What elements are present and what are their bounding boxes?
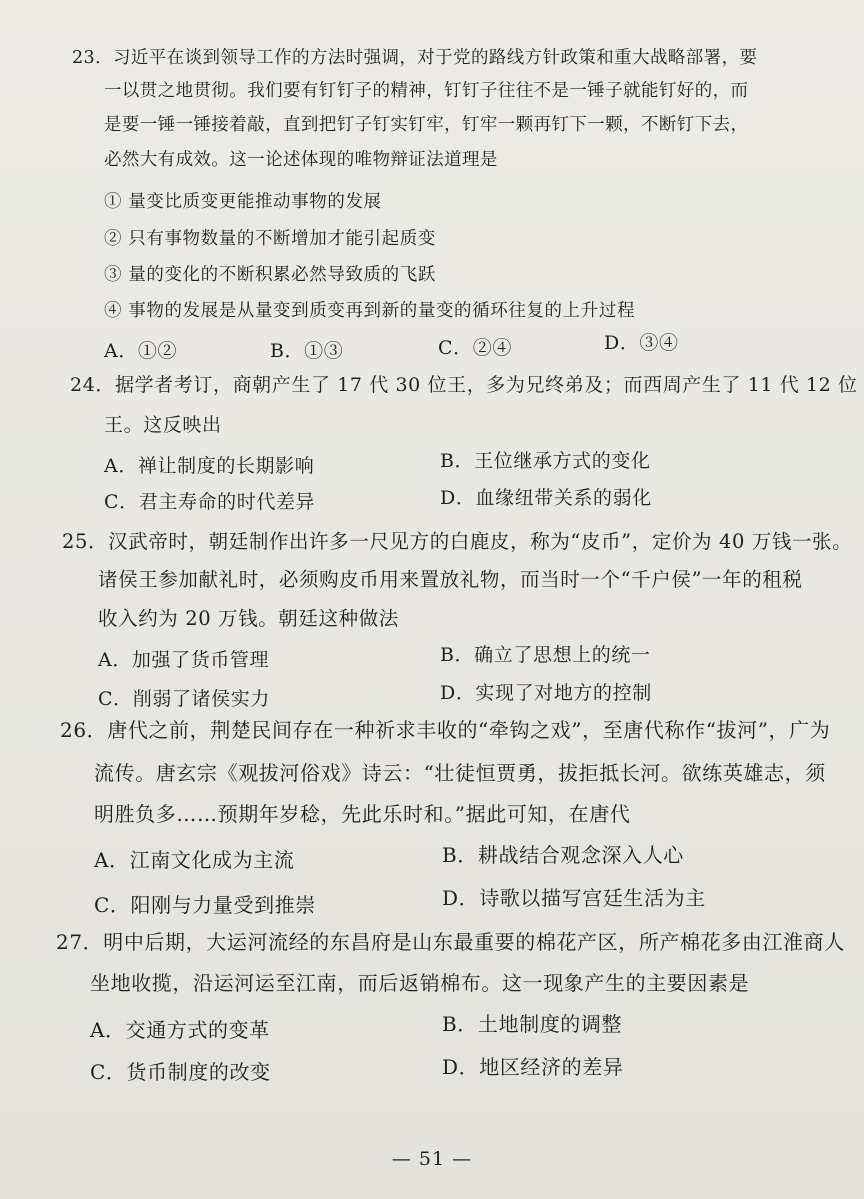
question-23-stem-line-3: 是要一锤一锤接着敲，直到把钉子钉实钉牢，钉牢一颗再钉下一颗，不断钉下去， xyxy=(104,115,749,135)
question-25-option-b[interactable]: B．确立了思想上的统一 xyxy=(440,644,651,666)
question-23-stem-line-4: 必然大有成效。这一论述体现的唯物辩证法道理是 xyxy=(104,150,498,170)
page-number: — 51 — xyxy=(391,1148,473,1170)
question-23-option-a[interactable]: A．①② xyxy=(104,340,178,362)
question-23-stem-line-1: 23．习近平在谈到领导工作的方法时强调，对于党的路线方针政策和重大战略部署，要 xyxy=(72,48,758,68)
question-24-stem-line-1: 24．据学者考订，商朝产生了 17 代 30 位王，多为兄终弟及；而西周产生了 11 代 12 位 xyxy=(70,374,858,396)
question-23-item-4: ④ 事物的发展是从量变到质变再到新的量变的循环往复的上升过程 xyxy=(104,301,636,321)
question-26-stem-line-2: 流传。唐玄宗《观拔河俗戏》诗云：“壮徒恒贾勇，拔拒抵长河。欲练英雄志，须 xyxy=(94,761,826,785)
question-26-option-b[interactable]: B．耕战结合观念深入人心 xyxy=(442,843,684,867)
question-27-option-d[interactable]: D．地区经济的差异 xyxy=(442,1055,624,1079)
question-27-option-b[interactable]: B．土地制度的调整 xyxy=(442,1012,623,1036)
question-25-stem-line-1: 25．汉武帝时，朝廷制作出许多一尺见方的白鹿皮，称为“皮币”，定价为 40 万钱一张。 xyxy=(62,530,853,553)
question-23-option-c[interactable]: C．②④ xyxy=(438,337,512,359)
question-26-option-c[interactable]: C．阳刚与力量受到推崇 xyxy=(94,893,316,917)
question-25-stem-line-2: 诸侯王参加献礼时，必须购皮币用来置放礼物，而当时一个“千户侯”一年的租税 xyxy=(98,568,803,591)
question-26-option-a[interactable]: A．江南文化成为主流 xyxy=(94,848,295,872)
question-23-option-b[interactable]: B．①③ xyxy=(270,340,344,362)
question-27-stem-line-2: 坐地收揽，沿运河运至江南，而后返销棉布。这一现象产生的主要因素是 xyxy=(90,971,750,995)
question-24-option-c[interactable]: C．君主寿命的时代差异 xyxy=(104,491,316,513)
question-27-stem-line-1: 27．明中后期，大运河流经的东昌府是山东最重要的棉花产区，所产棉花多由江淮商人 xyxy=(56,930,845,954)
question-23-item-3: ③ 量的变化的不断积累必然导致质的飞跃 xyxy=(104,265,436,285)
question-24-option-a[interactable]: A．禅让制度的长期影响 xyxy=(104,455,315,477)
question-23-item-2: ② 只有事物数量的不断增加才能引起质变 xyxy=(104,229,436,249)
question-24-option-b[interactable]: B．王位继承方式的变化 xyxy=(440,450,651,472)
question-25-option-a[interactable]: A．加强了货币管理 xyxy=(98,649,270,671)
question-27-option-c[interactable]: C．货币制度的改变 xyxy=(90,1060,271,1084)
question-25-option-c[interactable]: C．削弱了诸侯实力 xyxy=(98,688,270,710)
question-23-stem-line-2: 一以贯之地贯彻。我们要有钉钉子的精神，钉钉子往往不是一锤子就能钉好的，而 xyxy=(104,81,749,101)
question-24-option-d[interactable]: D．血缘纽带关系的弱化 xyxy=(440,487,652,509)
question-26-option-d[interactable]: D．诗歌以描写宫廷生活为主 xyxy=(442,886,706,910)
question-27-option-a[interactable]: A．交通方式的变革 xyxy=(90,1018,270,1042)
question-24-stem-line-2: 王。这反映出 xyxy=(104,414,222,436)
question-25-option-d[interactable]: D．实现了对地方的控制 xyxy=(440,682,652,704)
question-23-item-1: ① 量变比质变更能推动事物的发展 xyxy=(104,192,382,212)
question-23-option-d[interactable]: D．③④ xyxy=(604,332,679,354)
question-26-stem-line-3: 明胜负多……预期年岁稔，先此乐时和。”据此可知，在唐代 xyxy=(94,802,631,826)
question-26-stem-line-1: 26．唐代之前，荆楚民间存在一种祈求丰收的“牵钩之戏”，至唐代称作“拔河”，广为 xyxy=(60,718,831,742)
question-25-stem-line-3: 收入约为 20 万钱。朝廷这种做法 xyxy=(98,607,399,630)
